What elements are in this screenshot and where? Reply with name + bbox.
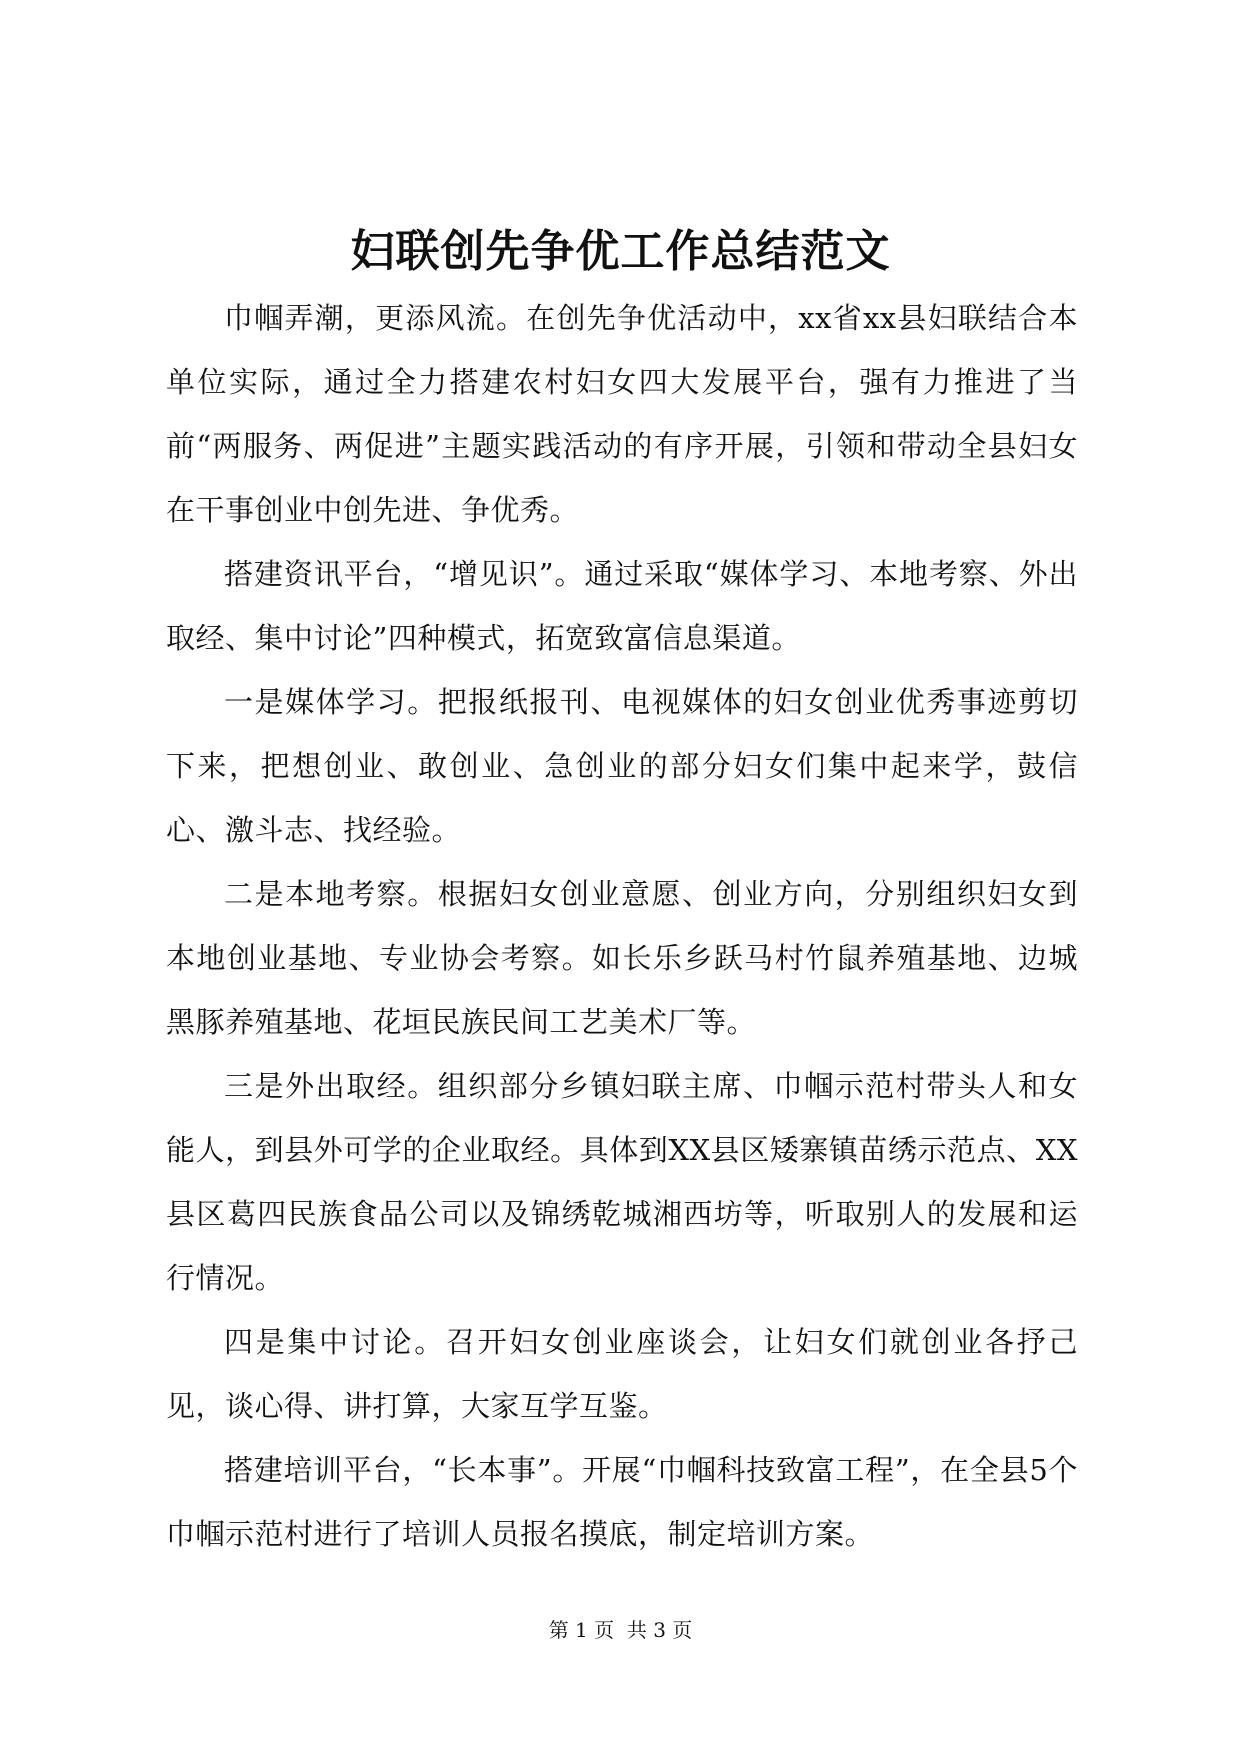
paragraph-2: 搭建资讯平台，“增见识”。通过采取“媒体学习、本地考察、外出取经、集中讨论”四种模式，拓宽致富信息渠道。 <box>166 557 1078 655</box>
paragraph-3: 一是媒体学习。把报纸报刊、电视媒体的妇女创业优秀事迹剪切下来，把想创业、敢创业、急创业的部分妇女们集中起来学，鼓信心、激斗志、找经验。 <box>166 685 1078 847</box>
document-body <box>166 286 1078 1566</box>
paragraph-7: 搭建培训平台，“长本事”。开展“巾帼科技致富工程”，在全县5个巾帼示范村进行了培训人员报名摸底，制定培训方案。 <box>166 1453 1078 1551</box>
paragraph-1: 巾帼弄潮，更添风流。在创先争优活动中，xx省xx县妇联结合本单位实际，通过全力搭建农村妇女四大发展平台，强有力推进了当前“两服务、两促进”主题实践活动的有序开展，引领和带动全县妇女在干事创业中创先进、争优秀。 <box>166 301 1078 527</box>
paragraph-4: 二是本地考察。根据妇女创业意愿、创业方向，分别组织妇女到本地创业基地、专业协会考察。如长乐乡跃马村竹鼠养殖基地、边城黑豚养殖基地、花垣民族民间工艺美术厂等。 <box>166 877 1078 1039</box>
paragraph-6: 四是集中讨论。召开妇女创业座谈会，让妇女们就创业各抒己见，谈心得、讲打算，大家互学互鉴。 <box>166 1325 1078 1423</box>
page-number-label: 第 1 页 共 3 页 <box>548 1618 693 1642</box>
paragraph-5: 三是外出取经。组织部分乡镇妇联主席、巾帼示范村带头人和女能人，到县外可学的企业取经。具体到XX县区矮寨镇苗绣示范点、XX县区葛四民族食品公司以及锦绣乾城湘西坊等，听取别人的发展和运行情况。 <box>166 1069 1078 1295</box>
page-footer <box>0 1616 1241 1644</box>
document-title: 妇联创先争优工作总结范文 <box>350 226 891 277</box>
